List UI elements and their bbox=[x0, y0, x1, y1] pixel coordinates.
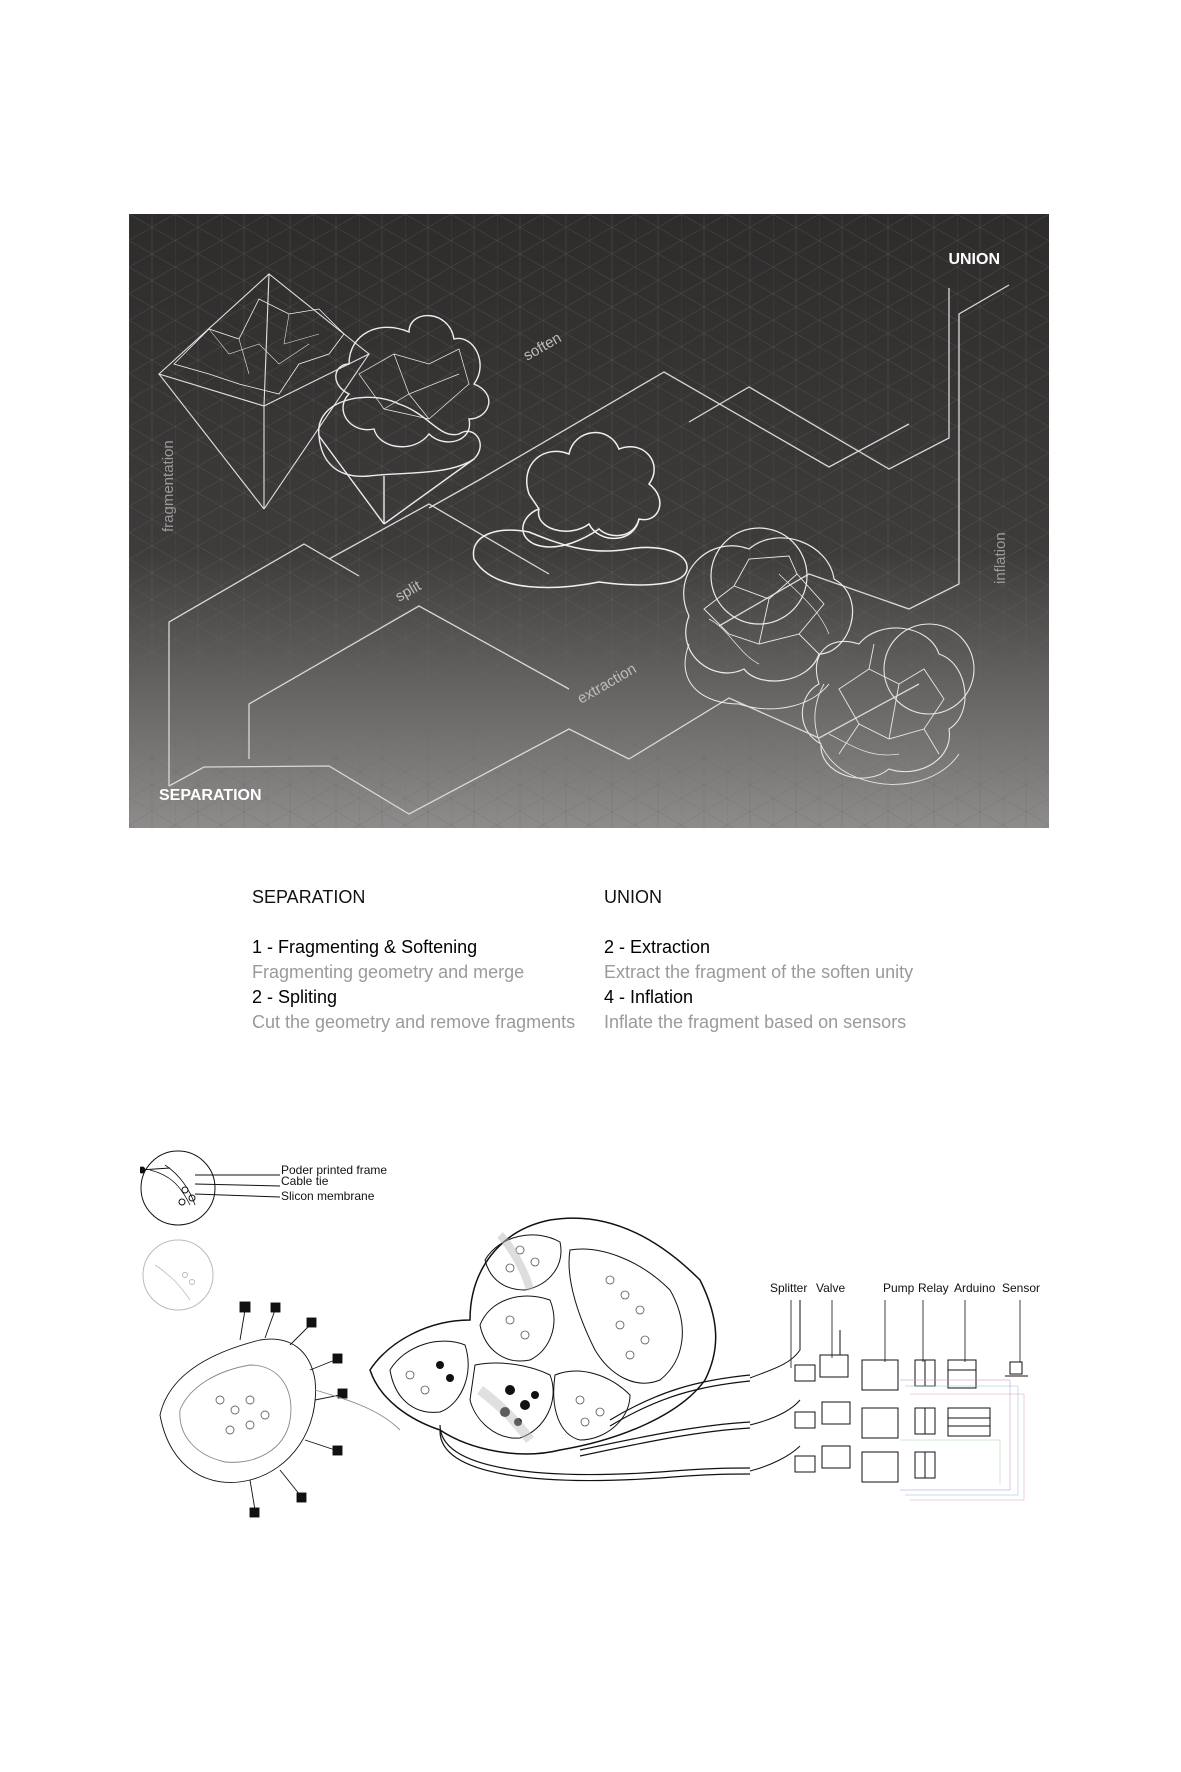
detail-circle-top bbox=[140, 1151, 280, 1225]
caption-separation-step2-title: 2 - Spliting bbox=[252, 987, 338, 1007]
caption-union-heading: UNION bbox=[604, 887, 662, 907]
label-pump: Pump bbox=[883, 1281, 915, 1295]
label-extraction: extraction bbox=[574, 660, 640, 708]
caption-separation-step1-title: 1 - Fragmenting & Softening bbox=[252, 937, 478, 957]
leader-lines bbox=[791, 1300, 1020, 1368]
technical-drawing bbox=[140, 1150, 1060, 1570]
label-union: UNION bbox=[948, 251, 1000, 268]
soft-robot-module-small bbox=[160, 1302, 400, 1517]
component-row-3 bbox=[750, 1446, 935, 1482]
component-row-2 bbox=[750, 1400, 990, 1438]
isometric-grid bbox=[129, 214, 1049, 828]
caption-separation-step2-desc: Cut the geometry and remove fragments bbox=[252, 1012, 576, 1032]
label-valve: Valve bbox=[816, 1281, 846, 1295]
label-inflation: inflation bbox=[992, 532, 1009, 584]
label-split: split bbox=[392, 577, 425, 606]
caption-separation-heading: SEPARATION bbox=[252, 887, 366, 907]
label-fragmentation: fragmentation bbox=[160, 440, 177, 532]
callout-cable-tie: Cable tie bbox=[281, 1174, 329, 1188]
caption-union-step2-title: 4 - Inflation bbox=[604, 987, 694, 1007]
detail-circle-bottom bbox=[143, 1240, 213, 1310]
wiring bbox=[900, 1380, 1024, 1500]
label-arduino: Arduino bbox=[954, 1281, 996, 1295]
label-relay: Relay bbox=[918, 1281, 949, 1295]
label-sensor: Sensor bbox=[1002, 1281, 1041, 1295]
label-soften: soften bbox=[520, 329, 565, 365]
label-separation: SEPARATION bbox=[159, 787, 262, 804]
caption-union-step1-desc: Extract the fragment of the soften unity bbox=[604, 962, 914, 982]
soft-robot-module-large bbox=[370, 1218, 716, 1454]
caption-union-step1-title: 2 - Extraction bbox=[604, 937, 711, 957]
component-row-1 bbox=[750, 1300, 1028, 1390]
caption-union-step2-desc: Inflate the fragment based on sensors bbox=[604, 1012, 907, 1032]
label-splitter: Splitter bbox=[770, 1281, 808, 1295]
caption-separation-step1-desc: Fragmenting geometry and merge bbox=[252, 962, 525, 982]
callout-membrane: Slicon membrane bbox=[281, 1189, 375, 1203]
callout-frame: Poder printed frame bbox=[281, 1163, 388, 1177]
process-diagram-panel bbox=[129, 214, 1049, 828]
